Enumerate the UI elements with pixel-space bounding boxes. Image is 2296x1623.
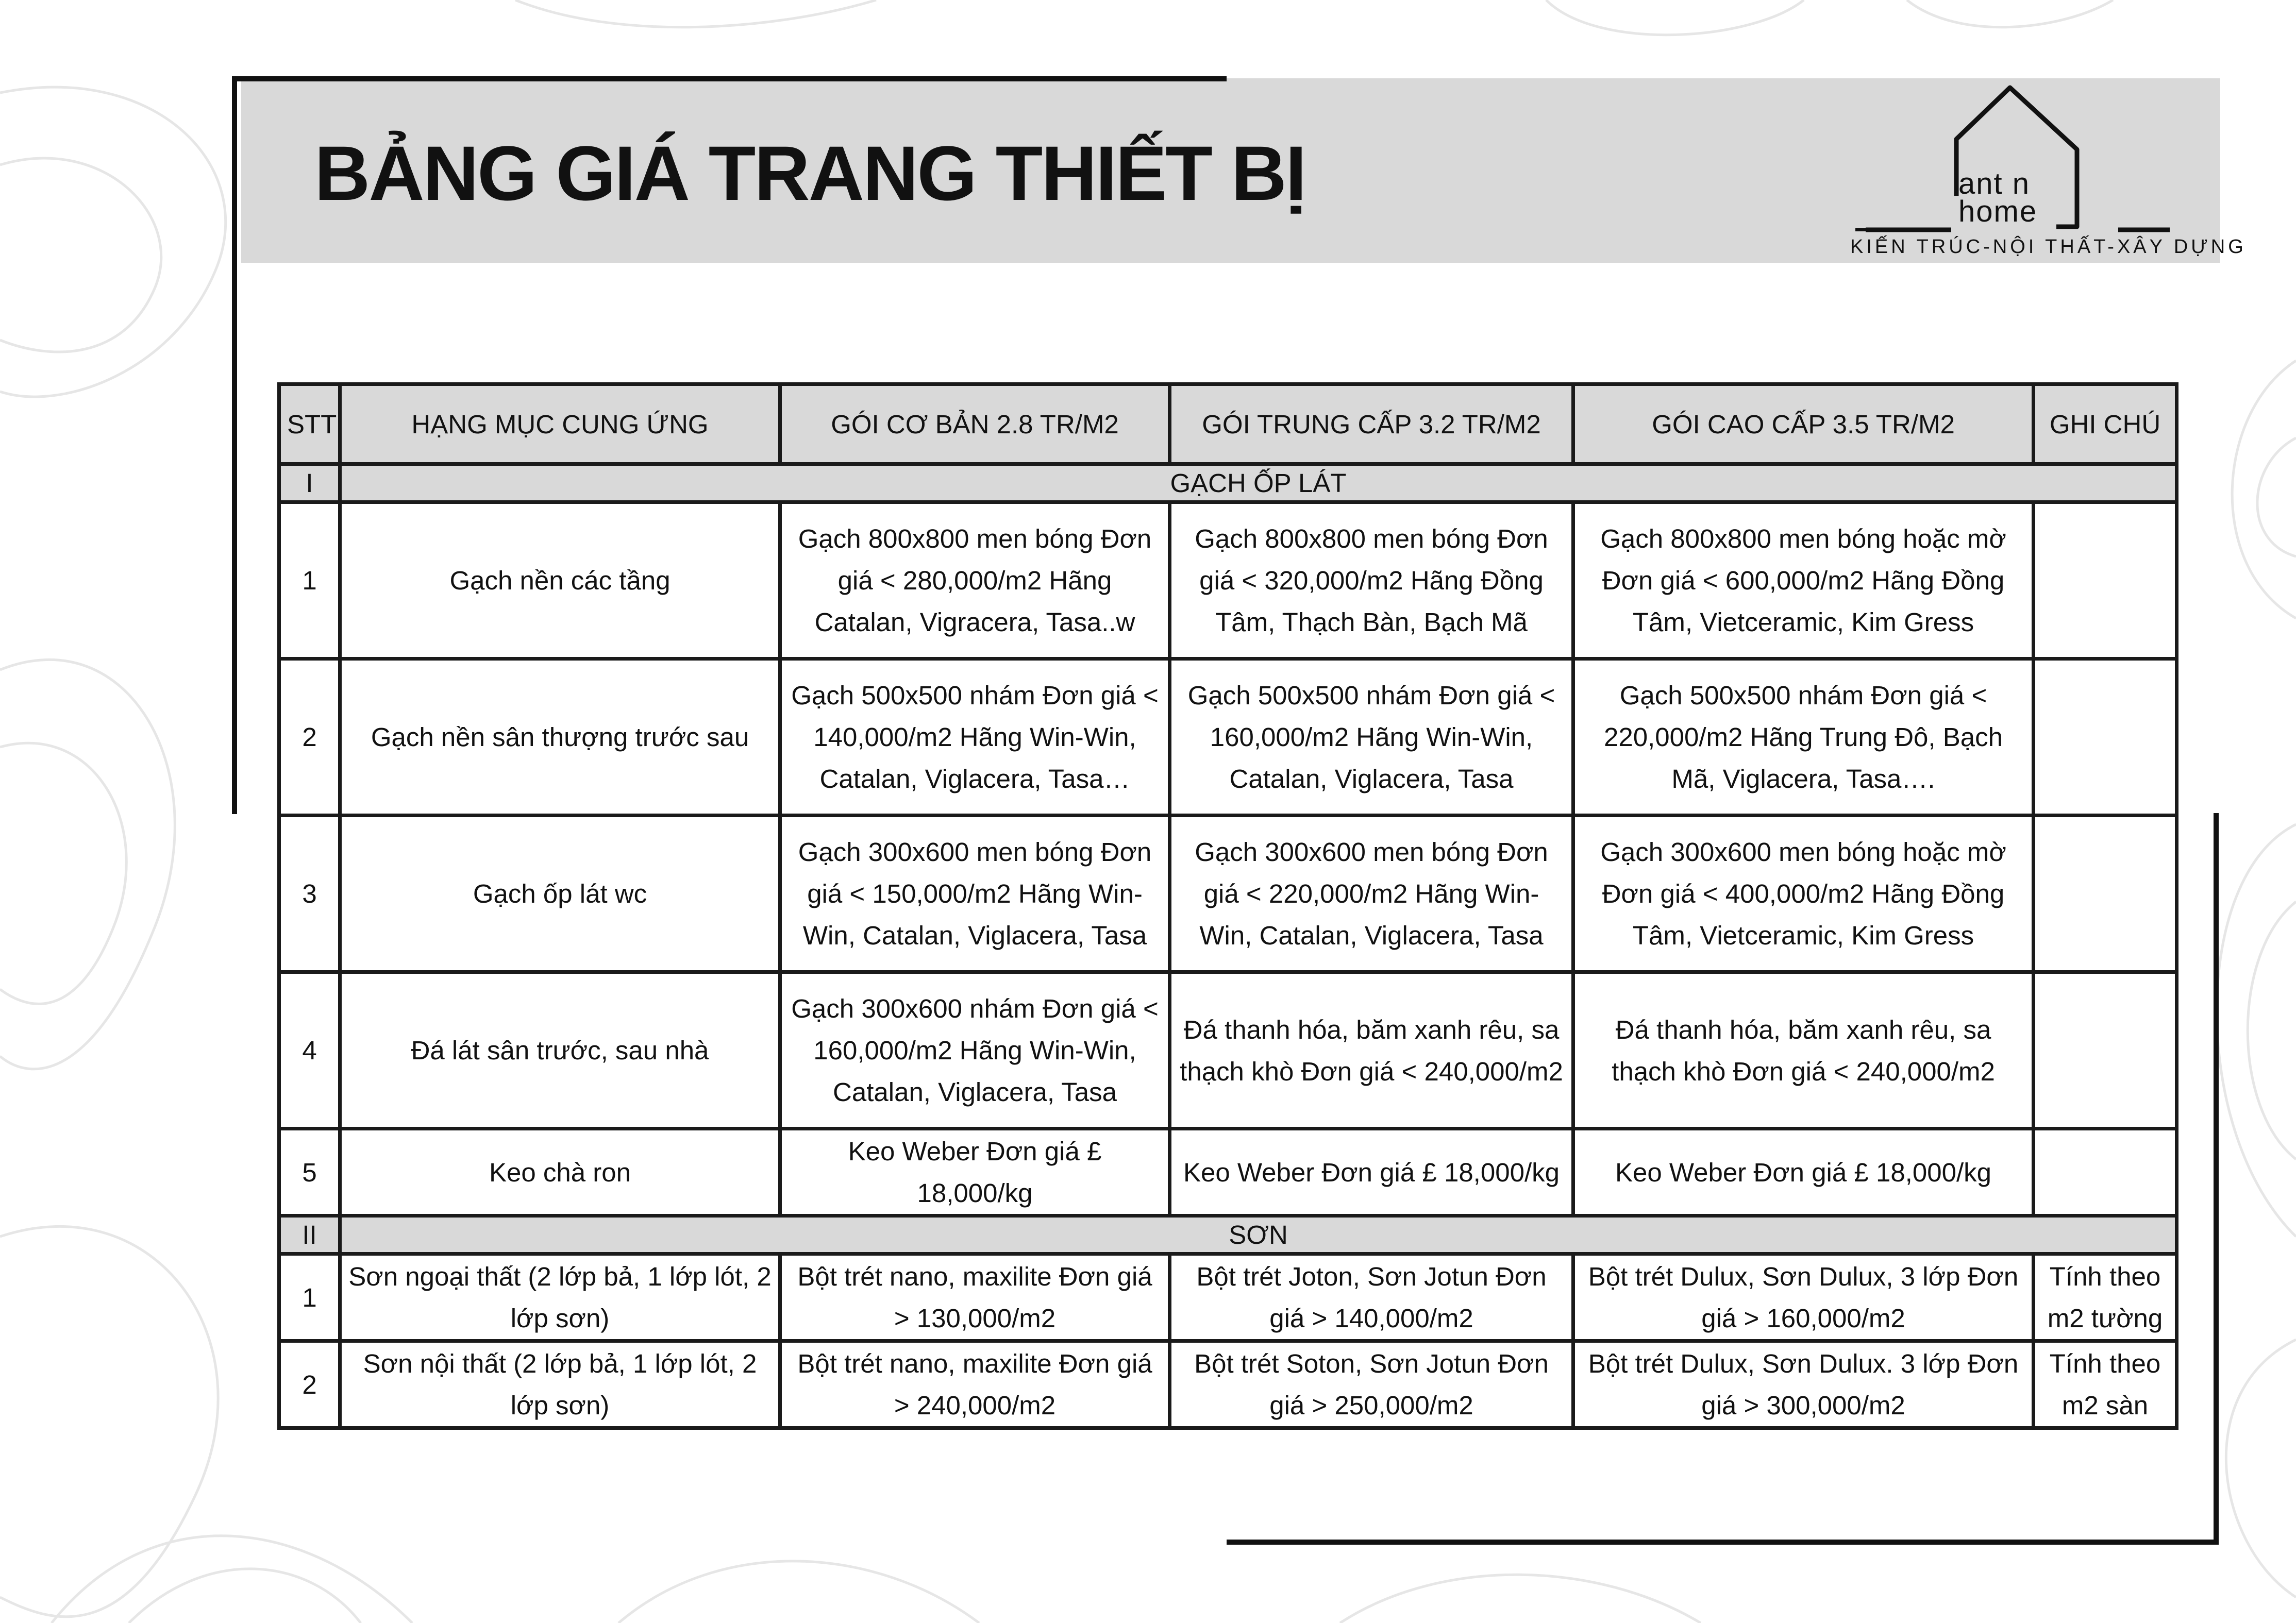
cell-basic: Bột trét nano, maxilite Đơn giá > 130,000/m2 [780,1254,1170,1341]
frame-line-bottom [1227,1540,2219,1545]
frame-line-right [2214,813,2219,1545]
cell-mid: Bột trét Joton, Sơn Jotun Đơn giá > 140,000/m2 [1170,1254,1573,1341]
cell-basic: Gạch 500x500 nhám Đơn giá < 140,000/m2 Hãng Win-Win, Catalan, Viglacera, Tasa… [780,659,1170,816]
cell-item: Đá lát sân trước, sau nhà [340,972,780,1129]
cell-note [2034,816,2177,972]
table-header-row [279,384,2177,464]
section-code: I [279,464,340,502]
table-row [279,972,2177,1129]
cell-mid: Keo Weber Đơn giá £ 18,000/kg [1170,1129,1573,1216]
cell-mid: Gạch 300x600 men bóng Đơn giá < 220,000/m2 Hãng Win-Win, Catalan, Viglacera, Tasa [1170,816,1573,972]
table-row [279,659,2177,816]
cell-stt: 4 [279,972,340,1129]
logo-line-2: home [1958,195,2038,228]
header-mid-package: GÓI TRUNG CẤP 3.2 TR/M2 [1170,384,1573,464]
cell-basic: Keo Weber Đơn giá £ 18,000/kg [780,1129,1170,1216]
logo-tagline: KIẾN TRÚC-NỘI THẤT-XÂY DỰNG [1850,236,2247,258]
section-row-tiles [279,464,2177,502]
cell-stt: 5 [279,1129,340,1216]
cell-stt: 2 [279,1341,340,1428]
header-note: GHI CHÚ [2034,384,2177,464]
cell-premium: Bột trét Dulux, Sơn Dulux. 3 lớp Đơn giá > 300,000/m2 [1573,1341,2034,1428]
cell-premium: Keo Weber Đơn giá £ 18,000/kg [1573,1129,2034,1216]
cell-note: Tính theo m2 sàn [2034,1341,2177,1428]
cell-premium: Bột trét Dulux, Sơn Dulux, 3 lớp Đơn giá > 160,000/m2 [1573,1254,2034,1341]
logo-line-1: ant n [1958,167,2030,200]
cell-item: Keo chà ron [340,1129,780,1216]
header-stt: STT [279,384,340,464]
cell-basic: Gạch 800x800 men bóng Đơn giá < 280,000/m2 Hãng Catalan, Vigracera, Tasa..w [780,502,1170,659]
cell-mid: Gạch 800x800 men bóng Đơn giá < 320,000/m2 Hãng Đồng Tâm, Thạch Bàn, Bạch Mã [1170,502,1573,659]
page-title: BẢNG GIÁ TRANG THIẾT BỊ [314,130,1305,216]
cell-premium: Đá thanh hóa, băm xanh rêu, sa thạch khò Đơn giá < 240,000/m2 [1573,972,2034,1129]
cell-basic: Gạch 300x600 nhám Đơn giá < 160,000/m2 Hãng Win-Win, Catalan, Viglacera, Tasa [780,972,1170,1129]
table-row [279,1129,2177,1216]
table-row [279,1254,2177,1341]
cell-item: Gạch nền các tầng [340,502,780,659]
cell-stt: 3 [279,816,340,972]
cell-basic: Gạch 300x600 men bóng Đơn giá < 150,000/m2 Hãng Win-Win, Catalan, Viglacera, Tasa [780,816,1170,972]
table-row [279,1341,2177,1428]
cell-item: Sơn nội thất (2 lớp bả, 1 lớp lót, 2 lớp sơn) [340,1341,780,1428]
cell-stt: 1 [279,1254,340,1341]
table-row [279,816,2177,972]
cell-note [2034,659,2177,816]
table-row [279,502,2177,659]
cell-note [2034,502,2177,659]
cell-mid: Bột trét Soton, Sơn Jotun Đơn giá > 250,000/m2 [1170,1341,1573,1428]
header-basic-package: GÓI CƠ BẢN 2.8 TR/M2 [780,384,1170,464]
cell-stt: 1 [279,502,340,659]
section-name: SƠN [340,1216,2177,1254]
cell-mid: Gạch 500x500 nhám Đơn giá < 160,000/m2 Hãng Win-Win, Catalan, Viglacera, Tasa [1170,659,1573,816]
cell-mid: Đá thanh hóa, băm xanh rêu, sa thạch khò Đơn giá < 240,000/m2 [1170,972,1573,1129]
cell-note [2034,1129,2177,1216]
frame-line-left [232,76,237,814]
cell-note [2034,972,2177,1129]
frame-line-top [232,76,1227,81]
cell-premium: Gạch 500x500 nhám Đơn giá < 220,000/m2 Hãng Trung Đô, Bạch Mã, Viglacera, Tasa…. [1573,659,2034,816]
brand-logo [1850,82,2247,263]
section-code: II [279,1216,340,1254]
cell-premium: Gạch 300x600 men bóng hoặc mờ Đơn giá < 400,000/m2 Hãng Đồng Tâm, Vietceramic, Kim Gress [1573,816,2034,972]
price-table [277,382,2178,1430]
cell-premium: Gạch 800x800 men bóng hoặc mờ Đơn giá < 600,000/m2 Hãng Đồng Tâm, Vietceramic, Kim Gress [1573,502,2034,659]
cell-basic: Bột trét nano, maxilite Đơn giá > 240,000/m2 [780,1341,1170,1428]
header-item: HẠNG MỤC CUNG ỨNG [340,384,780,464]
cell-note: Tính theo m2 tường [2034,1254,2177,1341]
cell-item: Gạch ốp lát wc [340,816,780,972]
section-row-paint [279,1216,2177,1254]
header-premium-package: GÓI CAO CẤP 3.5 TR/M2 [1573,384,2034,464]
section-name: GẠCH ỐP LÁT [340,464,2177,502]
cell-item: Sơn ngoại thất (2 lớp bả, 1 lớp lót, 2 lớp sơn) [340,1254,780,1341]
cell-item: Gạch nền sân thượng trước sau [340,659,780,816]
cell-stt: 2 [279,659,340,816]
